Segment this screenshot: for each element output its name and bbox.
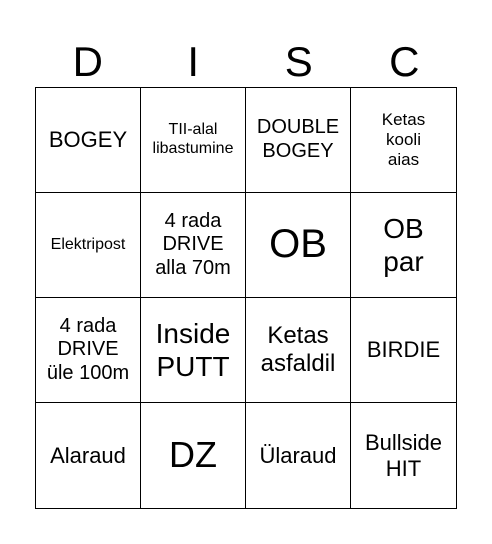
cell-text: TII-alal libastumine [152,121,234,157]
bingo-cell[interactable] [141,403,246,508]
cell-text: DOUBLE BOGEY [256,116,340,162]
bingo-cell[interactable] [141,88,246,193]
bingo-cell[interactable] [246,403,351,508]
cell-text: Alaraud [50,442,126,468]
bingo-cell[interactable] [36,88,141,193]
bingo-header [35,36,457,88]
cell-text: Ketas asfaldil [260,321,336,377]
cell-text: BIRDIE [366,337,441,363]
bingo-cell[interactable] [141,193,246,298]
cell-text: 4 rada DRIVE üle 100m [46,314,130,384]
bingo-cell[interactable] [141,298,246,403]
bingo-cell[interactable] [351,193,456,298]
cell-text: BOGEY [48,127,128,153]
cell-text: Ketas kooli aias [381,109,426,170]
cell-text: OB [269,222,327,267]
header-letter-i: I [187,38,200,85]
cell-text: DZ [169,434,217,476]
bingo-cell[interactable] [36,193,141,298]
cell-text: Elektripost [50,235,126,253]
cell-text: Inside PUTT [155,317,231,382]
bingo-cell[interactable] [351,88,456,193]
cell-text: Ülaraud [259,442,337,468]
bingo-cell[interactable] [246,298,351,403]
bingo-cell[interactable] [246,88,351,193]
header-letter-c: C [389,38,420,85]
bingo-cell[interactable] [36,403,141,508]
bingo-grid [35,87,457,509]
bingo-cell[interactable] [246,193,351,298]
cell-text: OB par [383,212,424,277]
header-letter-s: S [284,38,313,85]
bingo-cell[interactable] [351,403,456,508]
cell-text: Bullside HIT [364,429,443,481]
cell-text: 4 rada DRIVE alla 70m [155,209,231,279]
header-letter-d: D [72,38,103,85]
bingo-cell[interactable] [351,298,456,403]
bingo-cell[interactable] [36,298,141,403]
